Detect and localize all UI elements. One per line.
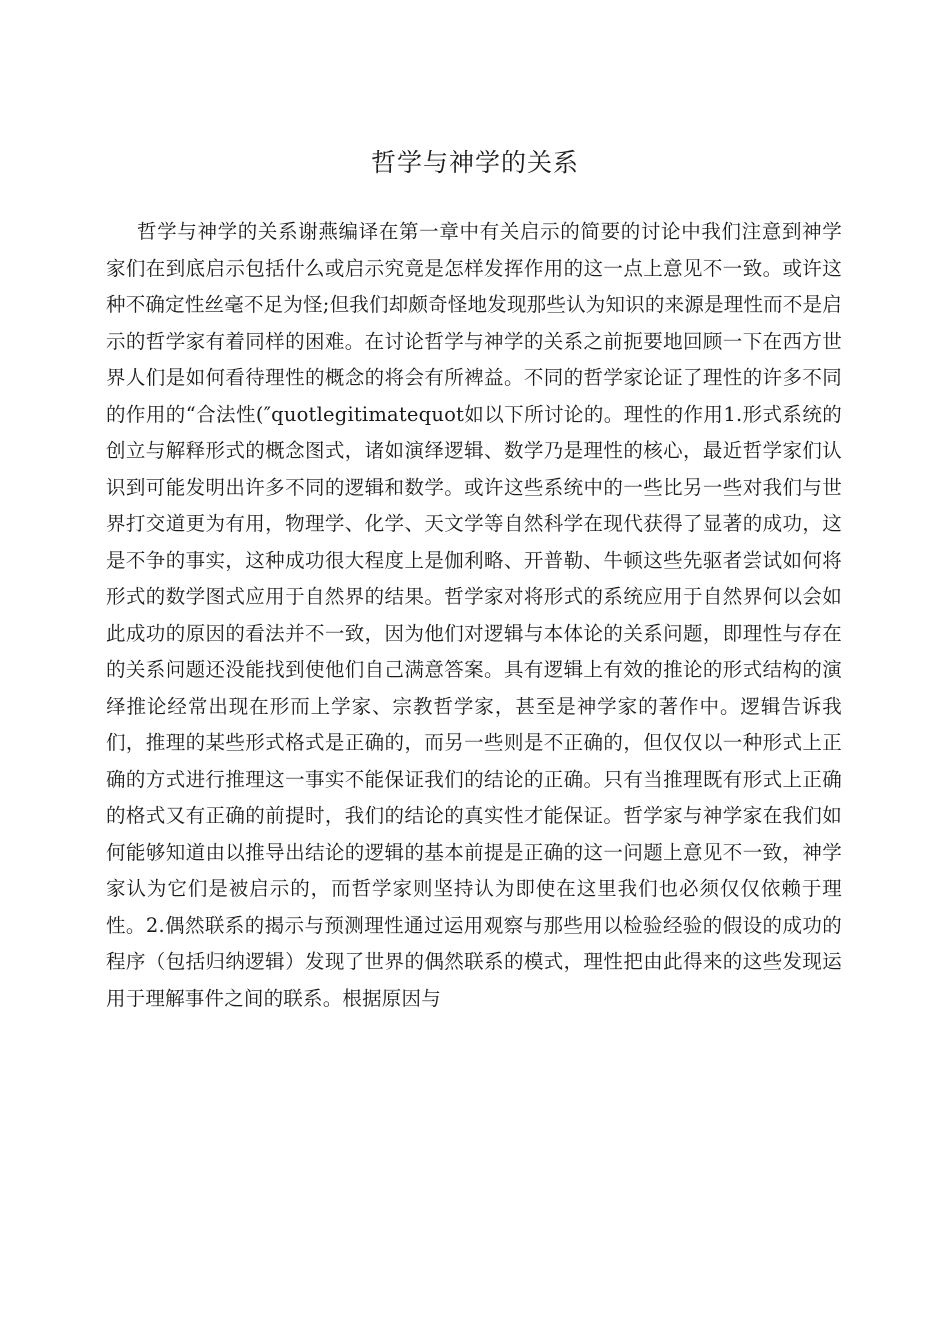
document-title: 哲学与神学的关系 [370,148,579,177]
body-paragraph: 哲学与神学的关系谢燕编译在第一章中有关启示的简要的讨论中我们注意到神学家们在到底启示包括什么或启示究竟是怎样发挥作用的这一点上意见不一致。或许这种不确定性丝毫不足为怪;但我们却颇奇怪地发现那些认为知识的来源是理性而不是启示的哲学家有着同样的困难。在讨论哲学与神学的关系之前扼要地回顾一下在西方世界人们是如何看待理性的概念的将会有所裨益。不同的哲学家论证了理性的许多不同的作用的“合法性(″quotlegitimatequot如以下所讨论的。理性的作用1.形式系统的创立与解释形式的概念图式，诸如演绎逻辑、数学乃是理性的核心，最近哲学家们认识到可能发明出许多不同的逻辑和数学。或许这些系统中的一些比另一些对我们与世界打交道更为有用，物理学、化学、天文学等自然科学在现代获得了显著的成功，这是不争的事实，这种成功很大程度上是伽利略、开普勒、牛顿这些先驱者尝试如何将形式的数学图式应用于自然界的结果。哲学家对将形式的系统应用于自然界何以会如此成功的原因的看法并不一致，因为他们对逻辑与本体论的关系问题，即理性与存在的关系问题还没能找到使他们自己满意答案。具有逻辑上有效的推论的形式结构的演绎推论经常出现在形而上学家、宗教哲学家，甚至是神学家的著作中。逻辑告诉我们，推理的某些形式格式是正确的，而另一些则是不正确的，但仅仅以一种形式上正确的方式进行推理这一事实不能保证我们的结论的正确。只有当推理既有形式上正确的格式又有正确的前提时，我们的结论的真实性才能保证。哲学家与神学家在我们如何能够知道由以推导出结论的逻辑的基本前提是正确的这一问题上意见不一致，神学家认为它们是被启示的，而哲学家则坚持认为即使在这里我们也必须仅仅依赖于理性。2.偶然联系的揭示与预测理性通过运用观察与那些用以检验经验的假设的成功的程序（包括归纳逻辑）发现了世界的偶然联系的模式，理性把由此得来的这些发现运用于理解事件之间的联系。根据原因与 [106,220,842,1010]
